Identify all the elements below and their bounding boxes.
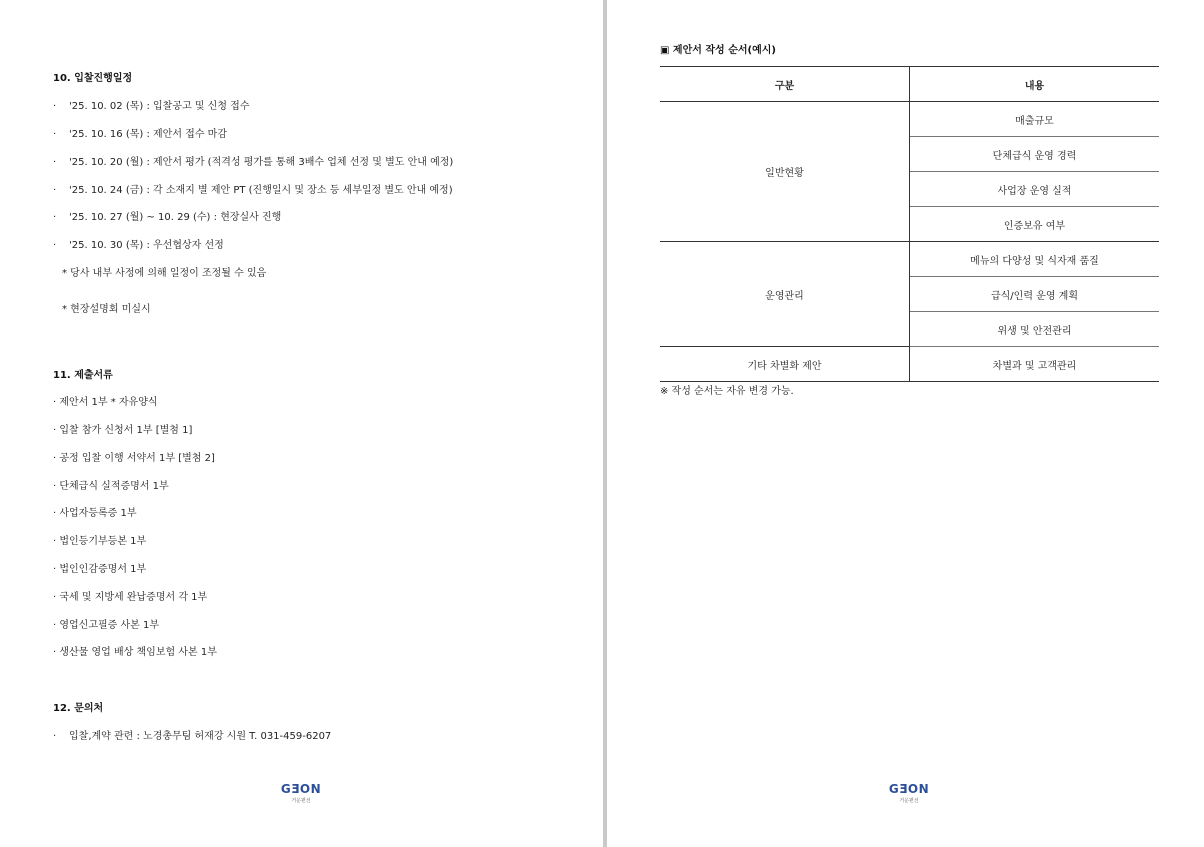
document-item: · 법인등기부등본 1부 — [53, 536, 147, 547]
logo-wordmark: GƎON — [888, 782, 930, 796]
bullet-dot: · — [53, 240, 57, 251]
schedule-heading: 10. 입찰진행일정 — [53, 73, 133, 84]
document-item: · 단체급식 실적증명서 1부 — [53, 481, 169, 492]
category-cell: 일반현황 — [660, 102, 910, 242]
category-cell: 운영관리 — [660, 242, 910, 347]
bullet-dot: · — [53, 129, 57, 140]
bullet-dot: · — [53, 212, 57, 223]
schedule-note: * 현장설명회 미실시 — [62, 304, 151, 315]
table-row — [660, 242, 1159, 277]
table-row — [660, 102, 1159, 137]
content-cell: 위생 및 안전관리 — [997, 325, 1072, 337]
logo-wordmark: GƎON — [280, 782, 322, 796]
document-item: · 입찰 참가 신청서 1부 [별첨 1] — [53, 425, 193, 436]
bullet-dot: · — [53, 185, 57, 196]
content-cell: 메뉴의 다양성 및 식자재 품질 — [970, 255, 1099, 267]
content-cell: 인증보유 여부 — [1003, 220, 1066, 232]
schedule-item: · '25. 10. 30 (목) : 우선협상자 선정 — [53, 240, 224, 251]
header-content: 내용 — [1024, 80, 1045, 92]
schedule-item: · '25. 10. 24 (금) : 각 소재지 별 제안 PT (진행일시 및 장소 등 세부일정 별도 안내 예정) — [53, 185, 453, 196]
content-cell: 급식/인력 운영 계획 — [990, 290, 1078, 302]
right-document-page — [607, 0, 1204, 847]
contact-item: · 입찰,계약 관련 : 노경총무팀 허재강 시원 T. 031-459-6207 — [53, 731, 332, 742]
schedule-item: · '25. 10. 20 (월) : 제안서 평가 (적격성 평가를 통해 3배수 업체 선정 및 별도 안내 예정) — [53, 157, 454, 168]
document-item: · 법인인감증명서 1부 — [53, 564, 147, 575]
document-item: · 공정 입찰 이행 서약서 1부 [별첨 2] — [53, 453, 215, 464]
category-cell: 기타 차별화 제안 — [660, 347, 910, 382]
bullet-dot: · — [53, 101, 57, 112]
content-cell: 차별과 및 고객관리 — [992, 360, 1077, 372]
document-item: · 사업자등록증 1부 — [53, 508, 137, 519]
header-category: 구분 — [660, 67, 910, 102]
logo-subtitle: 거운편선 — [291, 798, 311, 804]
company-logo — [261, 782, 341, 804]
content-cell: 매출규모 — [1015, 115, 1054, 127]
schedule-item: · '25. 10. 27 (월) ~ 10. 29 (수) : 현장실사 진행 — [53, 212, 282, 223]
table-footnote: ※ 작성 순서는 자유 변경 가능. — [660, 386, 794, 397]
company-logo — [869, 782, 949, 804]
table-title: ▣ 제안서 작성 순서(예시) — [660, 45, 776, 56]
content-cell: 단체급식 운영 경력 — [992, 150, 1077, 162]
documents-heading: 11. 제출서류 — [53, 370, 113, 381]
document-item: · 생산물 영업 배상 책임보험 사본 1부 — [53, 647, 217, 658]
document-item: · 영업신고필증 사본 1부 — [53, 620, 160, 631]
content-cell: 사업장 운영 실적 — [997, 185, 1072, 197]
table-header-row — [660, 67, 1159, 102]
bullet-dot: · — [53, 157, 57, 168]
schedule-note: * 당사 내부 사정에 의해 일정이 조정될 수 있음 — [62, 268, 267, 279]
document-item: · 제안서 1부 * 자유양식 — [53, 397, 158, 408]
schedule-item: · '25. 10. 02 (목) : 입찰공고 및 신청 접수 — [53, 101, 250, 112]
table-row — [660, 347, 1159, 382]
proposal-order-table — [660, 66, 1159, 382]
document-item: · 국세 및 지방세 완납증명서 각 1부 — [53, 592, 208, 603]
schedule-item: · '25. 10. 16 (목) : 제안서 접수 마감 — [53, 129, 227, 140]
bullet-dot: · — [53, 731, 57, 742]
contact-heading: 12. 문의처 — [53, 703, 104, 714]
logo-subtitle: 거운편선 — [899, 798, 919, 804]
